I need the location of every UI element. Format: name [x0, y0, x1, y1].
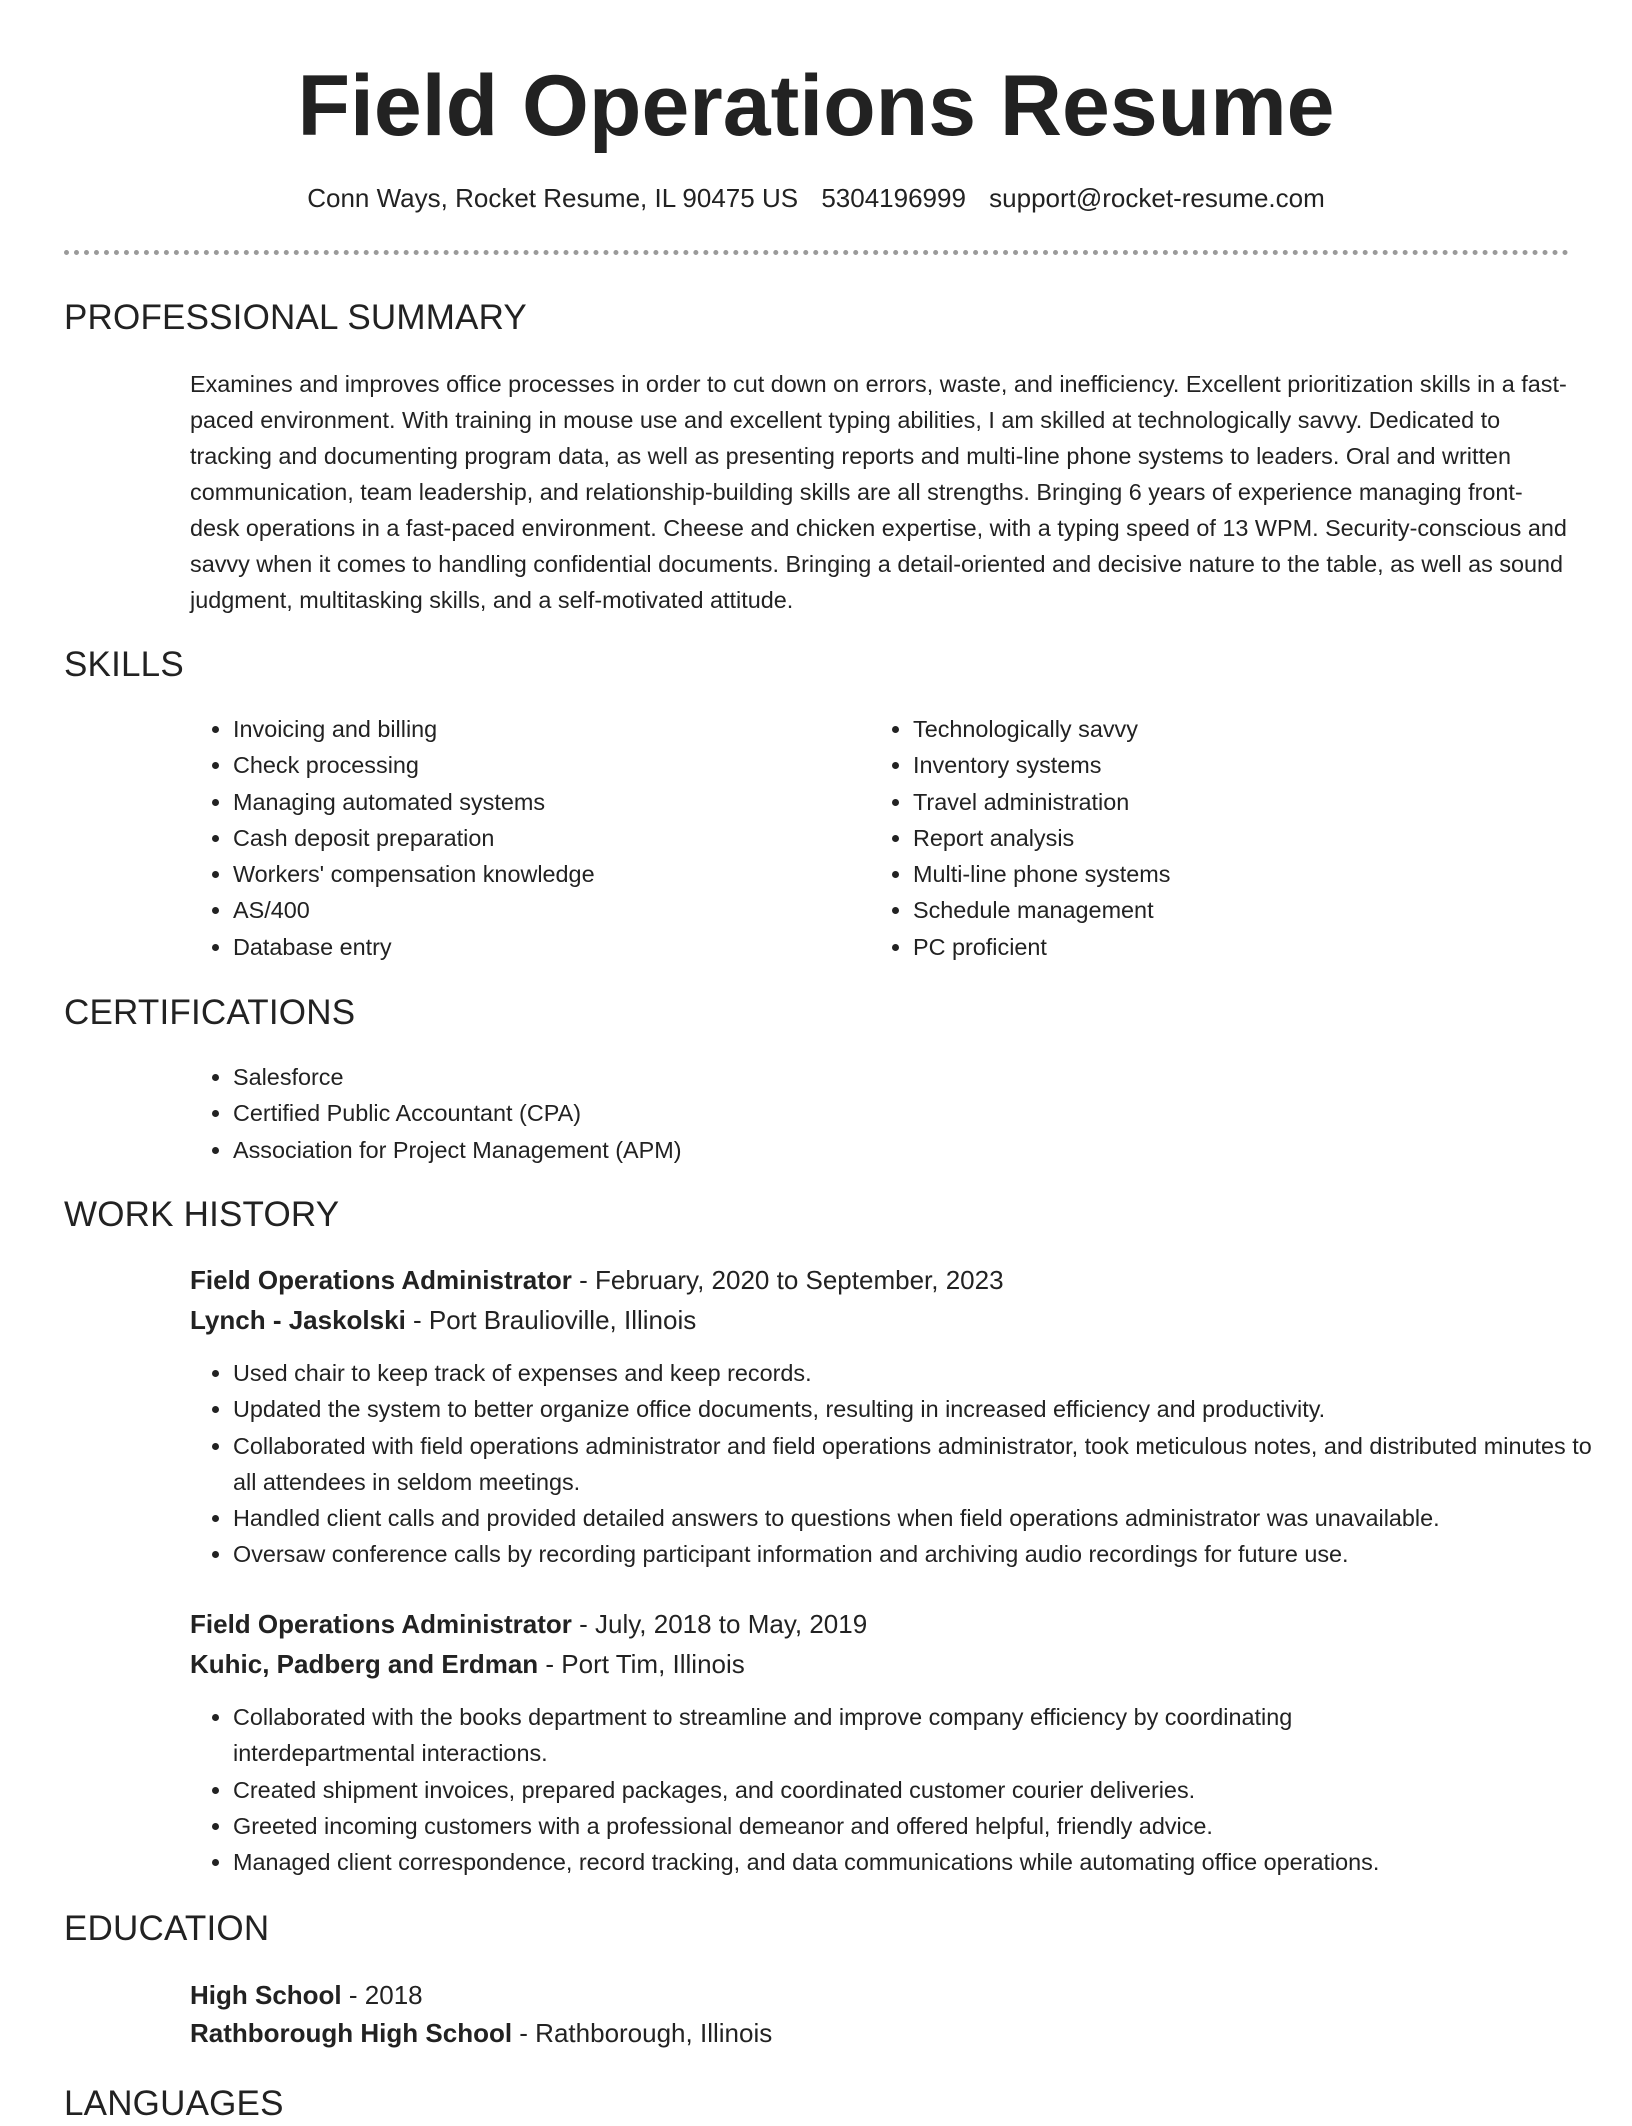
contact-line — [0, 180, 1632, 216]
list-item: • Multi-line phone systems — [913, 856, 1553, 892]
list-item: • Handled client calls and provided detailed answers to questions when field operations administrator was unavailable. — [233, 1500, 1593, 1536]
summary-heading: PROFESSIONAL SUMMARY — [64, 298, 527, 337]
list-item: • Database entry — [233, 929, 833, 965]
job-company-line — [190, 1646, 745, 1682]
job-title: Field Operations Administrator — [190, 1265, 572, 1295]
job-company: Lynch - Jaskolski — [190, 1305, 406, 1335]
job-company: Kuhic, Padberg and Erdman — [190, 1649, 539, 1679]
job-title-line — [190, 1606, 867, 1642]
list-item: • Travel administration — [913, 784, 1553, 820]
resume-title: Field Operations Resume — [297, 58, 1335, 154]
job-location: - Port Tim, Illinois — [538, 1649, 745, 1679]
list-item: • Updated the system to better organize office documents, resulting in increased efficiency and productivity. — [233, 1391, 1593, 1427]
list-item: • Check processing — [233, 747, 833, 783]
list-item: • Schedule management — [913, 892, 1553, 928]
list-item: • Greeted incoming customers with a professional demeanor and offered helpful, friendly advice. — [233, 1808, 1473, 1844]
skills-list-left — [190, 711, 833, 965]
list-item: • Created shipment invoices, prepared packages, and coordinated customer courier deliveries. — [233, 1772, 1473, 1808]
education-heading: EDUCATION — [64, 1909, 270, 1948]
list-item: • Workers' compensation knowledge — [233, 856, 833, 892]
list-item: • Association for Project Management (APM) — [233, 1132, 1533, 1168]
education-degree: High School — [190, 1980, 342, 2010]
header-divider — [64, 250, 1569, 255]
education-school: Rathborough High School — [190, 2018, 513, 2048]
list-item: • Used chair to keep track of expenses and keep records. — [233, 1355, 1593, 1391]
skills-list-right — [870, 711, 1553, 965]
job-location: - Port Braulioville, Illinois — [405, 1305, 697, 1335]
certifications-list — [190, 1059, 1533, 1168]
skills-heading: SKILLS — [64, 645, 184, 684]
list-item: • Managing automated systems — [233, 784, 833, 820]
list-item: • PC proficient — [913, 929, 1553, 965]
summary-text: Examines and improves office processes in order to cut down on errors, waste, and inefficiency. Excellent prioritization skills in a fast-paced environment. With training in mouse use and excellent typing abilities, I am skilled at technologically savvy. Dedicated to tracking and documenting program data, as well as presenting reports and multi-line phone systems to leaders. Oral and written communication, team leadership, and relationship-building skills are all strengths. Bringing 6 years of experience managing front-desk operations in a fast-paced environment. Cheese and chicken expertise, with a typing speed of 13 WPM. Security-conscious and savvy when it comes to handling confidential documents. Bringing a detail-oriented and decisive nature to the table, as well as sound judgment, multitasking skills, and a self-motivated attitude. — [190, 371, 1567, 613]
job-bullets — [190, 1355, 1593, 1573]
education-location: - Rathborough, Illinois — [512, 2018, 773, 2048]
education-school-line — [190, 2015, 772, 2051]
list-item: • Oversaw conference calls by recording participant information and archiving audio recordings for future use. — [233, 1536, 1593, 1572]
contact-phone: 5304196999 — [821, 183, 966, 213]
list-item: • Salesforce — [233, 1059, 1533, 1095]
list-item: • Cash deposit preparation — [233, 820, 833, 856]
contact-address: Conn Ways, Rocket Resume, IL 90475 US — [307, 183, 799, 213]
job-dates: - July, 2018 to May, 2019 — [571, 1609, 868, 1639]
education-degree-line — [190, 1977, 423, 2013]
list-item: • Certified Public Accountant (CPA) — [233, 1095, 1533, 1131]
list-item: • Collaborated with field operations administrator and field operations administrator, took meticulous notes, and distributed minutes to all attendees in seldom meetings. — [233, 1428, 1593, 1501]
education-year: - 2018 — [341, 1980, 423, 2010]
job-company-line — [190, 1302, 696, 1338]
languages-heading: LANGUAGES — [64, 2084, 284, 2123]
list-item: • AS/400 — [233, 892, 833, 928]
job-title-line — [190, 1262, 1004, 1298]
list-item: • Invoicing and billing — [233, 711, 833, 747]
job-bullets — [190, 1699, 1473, 1880]
job-dates: - February, 2020 to September, 2023 — [571, 1265, 1004, 1295]
contact-email: support@rocket-resume.com — [989, 183, 1325, 213]
list-item: • Technologically savvy — [913, 711, 1553, 747]
job-title: Field Operations Administrator — [190, 1609, 572, 1639]
list-item: • Collaborated with the books department to streamline and improve company efficiency by coordinating interdepartmental interactions. — [233, 1699, 1473, 1772]
list-item: • Report analysis — [913, 820, 1553, 856]
work-history-heading: WORK HISTORY — [64, 1195, 340, 1234]
list-item: • Inventory systems — [913, 747, 1553, 783]
certifications-heading: CERTIFICATIONS — [64, 993, 356, 1032]
list-item: • Managed client correspondence, record tracking, and data communications while automating office operations. — [233, 1844, 1473, 1880]
